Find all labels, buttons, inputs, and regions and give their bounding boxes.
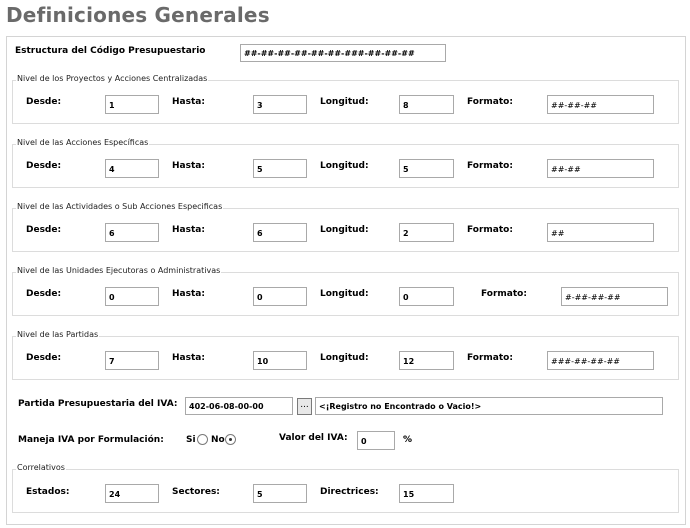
level-4-formato-input[interactable]: #-##-##-## [561, 287, 668, 306]
directrices-input[interactable]: 15 [399, 484, 454, 503]
directrices-label: Directrices: [320, 487, 379, 497]
level-4-legend: Nivel de las Unidades Ejecutoras o Administrativas [17, 266, 221, 275]
no-radio[interactable] [225, 434, 236, 445]
no-option-label: No [211, 435, 225, 445]
level-5-longitud-label: Longitud: [320, 353, 369, 363]
level-1-formato-label: Formato: [467, 97, 513, 107]
level-3-longitud-label: Longitud: [320, 225, 369, 235]
level-2-desde-label: Desde: [26, 161, 62, 171]
level-5-hasta-input[interactable]: 10 [253, 351, 307, 370]
estructura-input[interactable]: ##-##-##-##-##-##-###-##-##-## [240, 44, 446, 62]
level-5-formato-label: Formato: [467, 353, 513, 363]
maneja-iva-label: Maneja IVA por Formulación: [18, 435, 164, 445]
level-2-hasta-input[interactable]: 5 [253, 159, 307, 178]
si-option-label: Si [186, 435, 196, 445]
correlativos-legend: Correlativos [17, 463, 65, 472]
level-1-legend: Nivel de los Proyectos y Acciones Centralizadas [17, 74, 208, 83]
level-3-formato-label: Formato: [467, 225, 513, 235]
level-5-legend: Nivel de las Partidas [17, 330, 99, 339]
level-3-longitud-input[interactable]: 2 [399, 223, 454, 242]
estados-input[interactable]: 24 [105, 484, 159, 503]
level-1-hasta-input[interactable]: 3 [253, 95, 307, 114]
level-1-formato-input[interactable]: ##-##-## [547, 95, 654, 114]
level-2-longitud-label: Longitud: [320, 161, 369, 171]
level-2-formato-label: Formato: [467, 161, 513, 171]
iva-partida-status: <¡Registro no Encontrado o Vacio!> [315, 397, 663, 415]
level-1-longitud-label: Longitud: [320, 97, 369, 107]
level-3-desde-label: Desde: [26, 225, 62, 235]
partida-lookup-button[interactable]: ... [297, 398, 312, 415]
level-2-hasta-label: Hasta: [172, 161, 205, 171]
page-title: Definiciones Generales [6, 3, 270, 27]
level-5-longitud-input[interactable]: 12 [399, 351, 454, 370]
level-4-longitud-label: Longitud: [320, 289, 369, 299]
level-2-formato-input[interactable]: ##-## [547, 159, 654, 178]
iva-partida-label: Partida Presupuestaria del IVA: [18, 399, 178, 409]
level-1-desde-label: Desde: [26, 97, 62, 107]
level-1-hasta-label: Hasta: [172, 97, 205, 107]
level-4-longitud-input[interactable]: 0 [399, 287, 454, 306]
level-5-desde-label: Desde: [26, 353, 62, 363]
no-radio-selected-dot [229, 438, 232, 441]
level-3-hasta-input[interactable]: 6 [253, 223, 307, 242]
level-1-longitud-input[interactable]: 8 [399, 95, 454, 114]
level-5-hasta-label: Hasta: [172, 353, 205, 363]
level-4-desde-label: Desde: [26, 289, 62, 299]
level-3-hasta-label: Hasta: [172, 225, 205, 235]
level-3-legend: Nivel de las Actividades o Sub Acciones Especificas [17, 202, 223, 211]
percent-label: % [403, 435, 413, 445]
sectores-input[interactable]: 5 [253, 484, 307, 503]
level-4-desde-input[interactable]: 0 [105, 287, 159, 306]
level-1-desde-input[interactable]: 1 [105, 95, 159, 114]
valor-iva-label: Valor del IVA: [279, 433, 348, 443]
sectores-label: Sectores: [172, 487, 220, 497]
level-3-desde-input[interactable]: 6 [105, 223, 159, 242]
valor-iva-input[interactable]: 0 [357, 431, 395, 450]
level-2-desde-input[interactable]: 4 [105, 159, 159, 178]
level-4-formato-label: Formato: [481, 289, 527, 299]
level-3-formato-input[interactable]: ## [547, 223, 654, 242]
estructura-label: Estructura del Código Presupuestario [15, 46, 206, 56]
level-2-longitud-input[interactable]: 5 [399, 159, 454, 178]
iva-partida-input[interactable]: 402-06-08-00-00 [185, 397, 293, 415]
si-radio[interactable] [197, 434, 208, 445]
level-4-hasta-label: Hasta: [172, 289, 205, 299]
estados-label: Estados: [26, 487, 70, 497]
level-4-hasta-input[interactable]: 0 [253, 287, 307, 306]
level-5-desde-input[interactable]: 7 [105, 351, 159, 370]
level-5-formato-input[interactable]: ###-##-##-## [547, 351, 654, 370]
level-2-legend: Nivel de las Acciones Específicas [17, 138, 149, 147]
